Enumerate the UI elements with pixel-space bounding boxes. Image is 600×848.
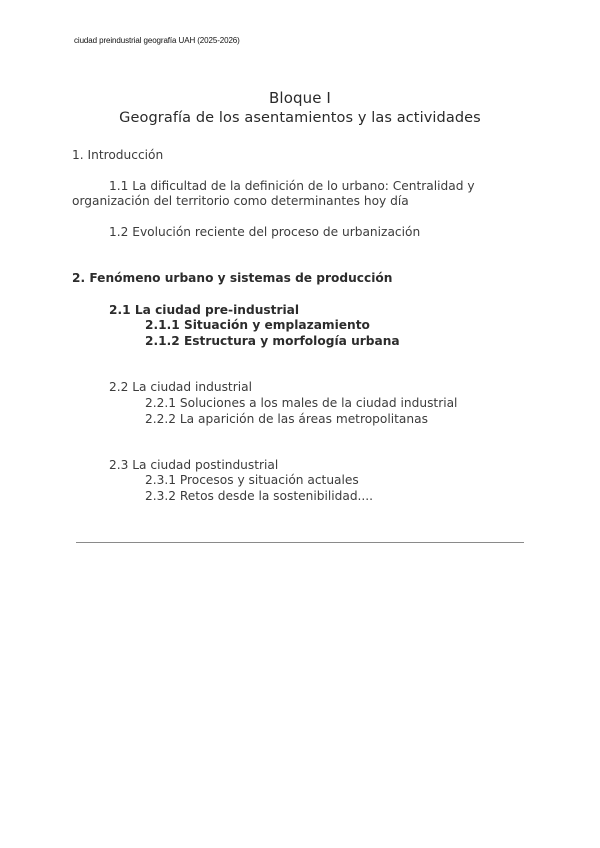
running-header: ciudad preindustrial geografía UAH (2025-2026) xyxy=(74,36,240,45)
title-block-name: Geografía de los asentamientos y las actividades xyxy=(119,110,481,126)
toc-item-2-1-2: 2.1.2 Estructura y morfología urbana xyxy=(145,334,400,348)
toc-item-2-1: 2.1 La ciudad pre-industrial xyxy=(109,303,300,317)
toc-item-1-1: 1.1 La dificultad de la definición de lo urbano: Centralidad y xyxy=(109,179,475,193)
toc-item-2-2-2: 2.2.2 La aparición de las áreas metropolitanas xyxy=(145,412,428,426)
toc-section-1: 1. Introducción xyxy=(72,148,164,162)
toc-item-2-2: 2.2 La ciudad industrial xyxy=(109,380,252,394)
toc-item-2-3: 2.3 La ciudad postindustrial xyxy=(109,458,279,472)
toc-item-1-2: 1.2 Evolución reciente del proceso de urbanización xyxy=(109,225,421,239)
toc-item-2-3-2: 2.3.2 Retos desde la sostenibilidad.... xyxy=(145,489,374,503)
document-title xyxy=(0,88,600,128)
title-block-number: Bloque I xyxy=(269,89,331,107)
toc-item-2-3-1: 2.3.1 Procesos y situación actuales xyxy=(145,473,359,487)
toc-section-2: 2. Fenómeno urbano y sistemas de producción xyxy=(72,271,393,285)
toc-item-1-1-continued: organización del territorio como determinantes hoy día xyxy=(72,194,409,208)
toc-item-2-1-1: 2.1.1 Situación y emplazamiento xyxy=(145,318,370,332)
toc-item-2-2-1: 2.2.1 Soluciones a los males de la ciudad industrial xyxy=(145,396,458,410)
horizontal-divider xyxy=(76,542,524,543)
